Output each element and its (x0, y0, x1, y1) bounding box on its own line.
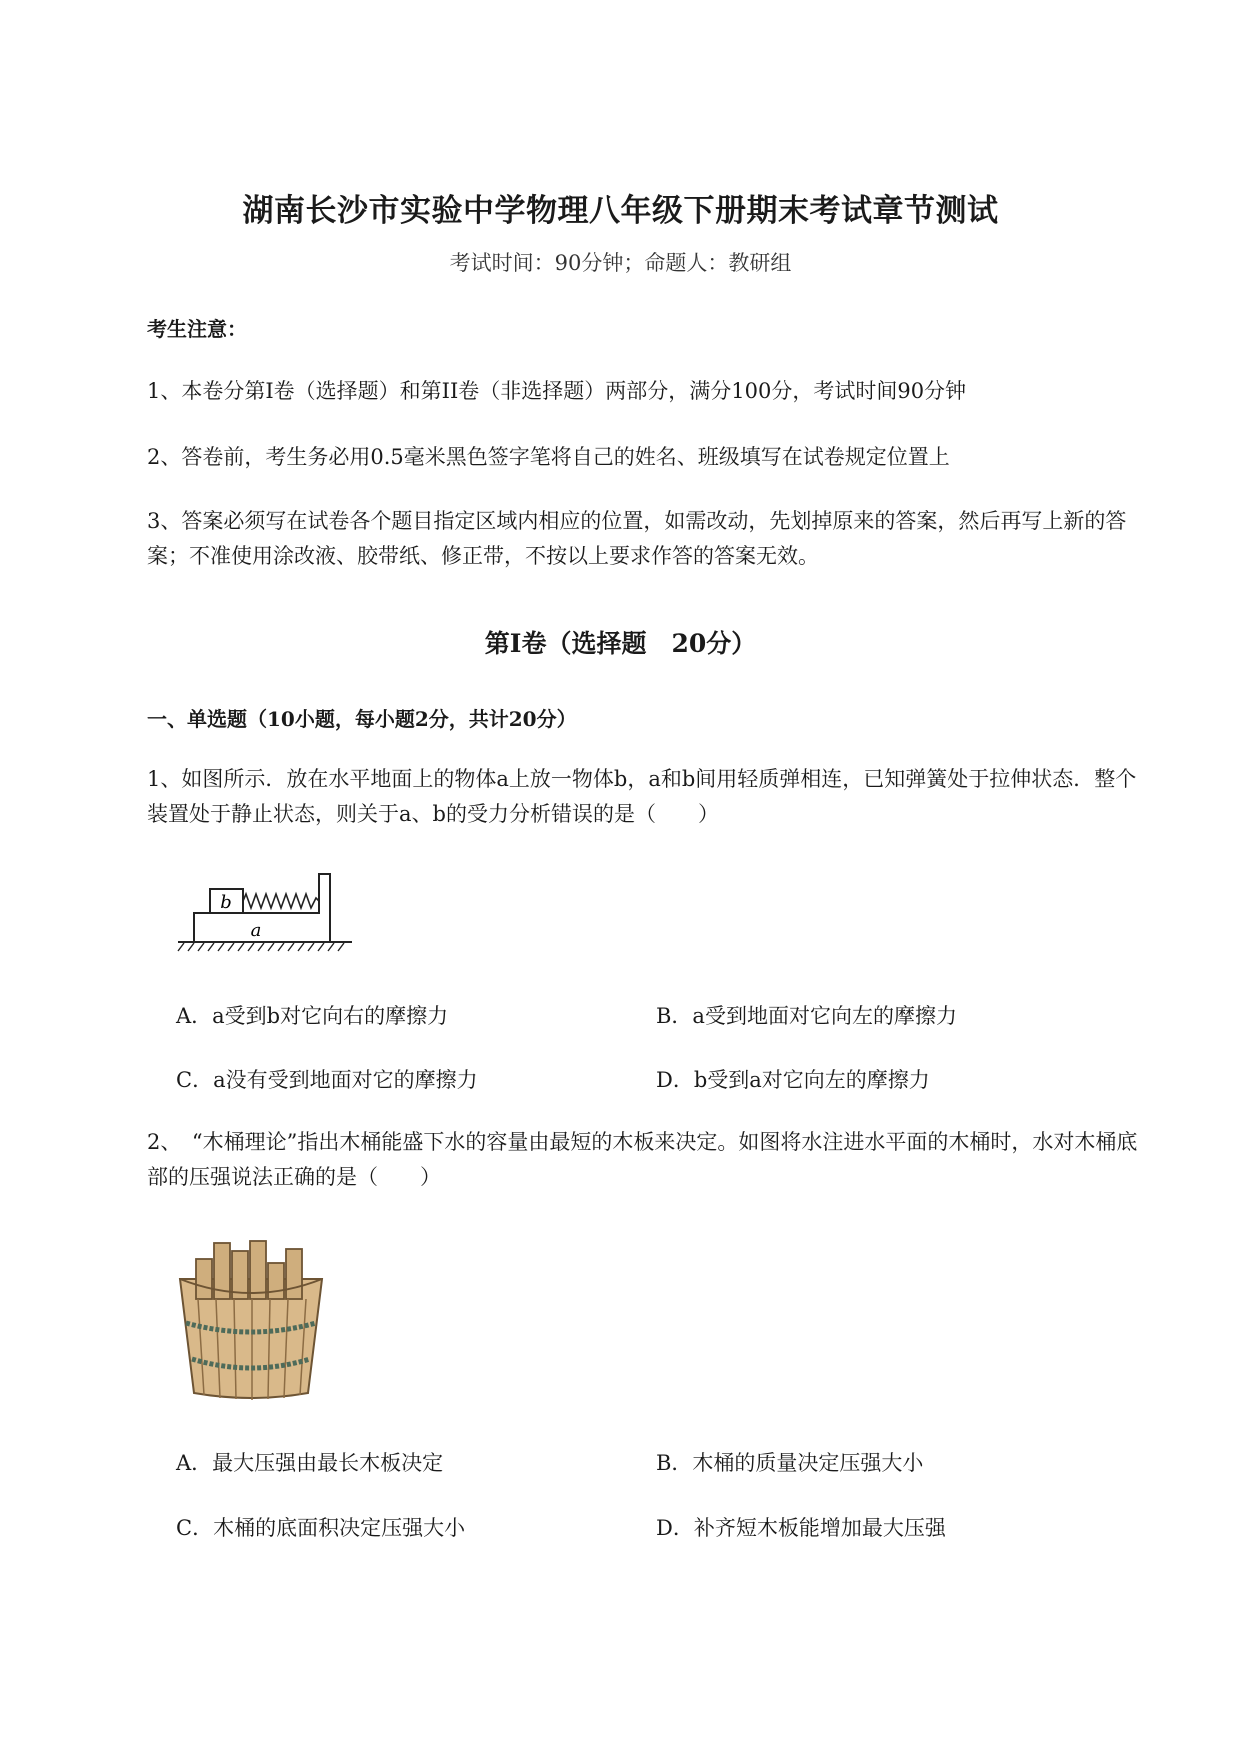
wooden-barrel-icon (176, 1237, 326, 1401)
question-1-option-d[interactable]: D．b受到a对它向左的摩擦力 (656, 1068, 930, 1092)
question-2-option-a[interactable]: A．最大压强由最长木板决定 (176, 1451, 444, 1475)
part-heading: 一、单选题（10小题，每小题2分，共计20分） (147, 707, 577, 731)
block-a-outline (194, 874, 330, 942)
exam-title: 湖南长沙市实验中学物理八年级下册期末考试章节测试 (242, 193, 999, 229)
question-1-option-c[interactable]: C．a没有受到地面对它的摩擦力 (176, 1068, 478, 1092)
question-2-figure (176, 1237, 326, 1401)
exam-subtitle: 考试时间：90分钟；命题人：教研组 (449, 251, 792, 275)
notice-heading: 考生注意： (147, 317, 247, 341)
spring-block-diagram (176, 868, 366, 956)
question-2-stem: 2、 “木桶理论”指出木桶能盛下水的容量由最短的木板来决定。如图将水注进水平面的木桶时，水对木桶底部的压强说法正确的是（ ） (147, 1130, 1138, 1189)
label-b: b (220, 892, 232, 913)
notice-item-1: 1、本卷分第I卷（选择题）和第II卷（非选择题）两部分，满分100分，考试时间90分钟 (147, 379, 967, 403)
question-1-option-b[interactable]: B．a受到地面对它向左的摩擦力 (656, 1004, 957, 1028)
question-2-option-d[interactable]: D．补齐短木板能增加最大压强 (656, 1516, 946, 1540)
ground-hatching (178, 943, 344, 951)
notice-item-2: 2、答卷前，考生务必用0.5毫米黑色签字笔将自己的姓名、班级填写在试卷规定位置上 (147, 445, 950, 469)
spring (243, 894, 319, 908)
question-1-figure (176, 868, 366, 956)
label-a: a (250, 920, 262, 941)
question-1-option-a[interactable]: A．a受到b对它向右的摩擦力 (176, 1004, 449, 1028)
question-2-option-c[interactable]: C．木桶的底面积决定压强大小 (176, 1516, 466, 1540)
section-title: 第I卷（选择题 20分） (484, 629, 757, 658)
notice-item-3: 3、答案必须写在试卷各个题目指定区域内相应的位置，如需改动，先划掉原来的答案，然后再写上新的答案；不准使用涂改液、胶带纸、修正带，不按以上要求作答的答案无效。 (147, 509, 1127, 568)
question-2-option-b[interactable]: B．木桶的质量决定压强大小 (656, 1451, 924, 1475)
question-1-stem: 1、如图所示．放在水平地面上的物体a上放一物体b，a和b间用轻质弹相连，已知弹簧处于拉伸状态．整个装置处于静止状态，则关于a、b的受力分析错误的是（ ） (147, 767, 1137, 826)
